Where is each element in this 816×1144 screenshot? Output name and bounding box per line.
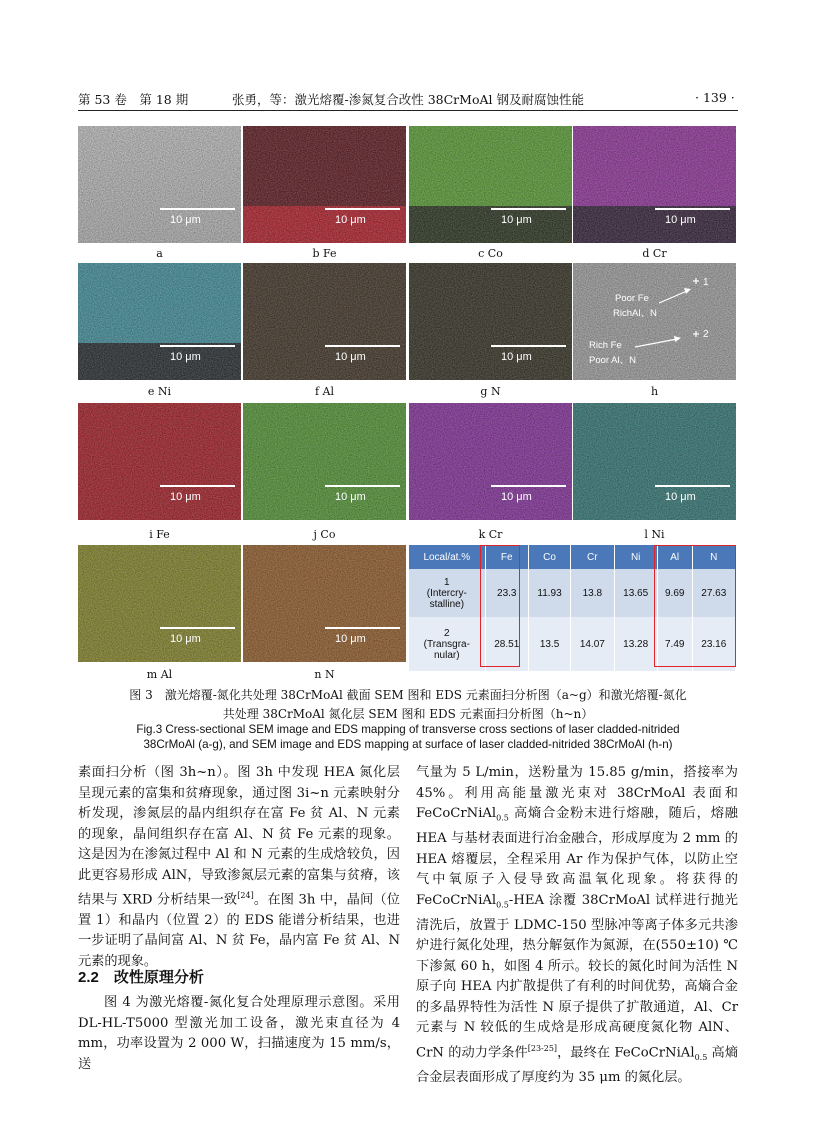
subscript-2: 0.5 (496, 900, 509, 910)
panel-4 (78, 263, 241, 380)
eds-cell: 14.07 (571, 617, 614, 671)
scale-bar (655, 485, 730, 487)
panel-label-10: k Cr (478, 528, 503, 541)
scale-label: 10 μm (170, 491, 201, 503)
scale-bar (655, 208, 730, 210)
panel-2 (409, 126, 572, 243)
scale-label: 10 μm (170, 633, 201, 645)
scale-bar (491, 208, 566, 210)
running-title: 张勇，等：激光熔覆-渗氮复合改性 38CrMoAl 钢及耐腐蚀性能 (232, 92, 584, 107)
scale-bar (325, 485, 400, 487)
scale-label: 10 μm (335, 491, 366, 503)
scale-bar (325, 208, 400, 210)
panel-3 (573, 126, 736, 243)
marker-2: 2 (703, 329, 709, 340)
para1-text: 素面扫分析（图 3h~n）。图 3h 中发现 HEA 氮化层呈现元素的富集和贫瘠现象，通过图 3i~n 元素映射分析发现，渗氮层的晶内组织存在富 Fe 贫 Al、N 元素的现象，晶间组织存在富 Al、N 贫 Fe 元素的现象。这是因为在渗氮过程中 Al 和 N 元素的生成焓较负，因此更容易形成 AlN，导致渗氮层元素的富集与贫瘠，该结果与 XRD 分析结果一致 (78, 765, 400, 908)
panel-9 (243, 403, 406, 520)
eds-cell: 13.65 (614, 569, 657, 617)
citation-23-25: [23-25] (527, 1043, 558, 1053)
scale-label: 10 μm (501, 214, 532, 226)
subscript-1: 0.5 (496, 813, 509, 823)
caption-cn-line2: 共处理 38CrMoAl 氮化层 SEM 图和 EDS 元素面扫分析图（h~n） (222, 707, 594, 721)
scale-label: 10 μm (665, 214, 696, 226)
panel-6 (409, 263, 572, 380)
panel-12 (78, 545, 241, 662)
panel-label-12: m Al (146, 668, 173, 681)
panel-label-3: d Cr (642, 247, 667, 260)
right-para (416, 763, 738, 1089)
caption-en-line2: 38CrMoAl (a-g), and SEM image and EDS mapping at surface of laser cladded-nitrided 38CrMoAl (h-n) (143, 738, 673, 751)
panel-label-6: g N (480, 385, 501, 398)
eds-cell: 13.5 (528, 617, 570, 671)
left-para-1 (78, 763, 400, 972)
scale-bar (491, 345, 566, 347)
journal-volume: 第 53 卷 第 18 期 (78, 92, 189, 107)
caption-en-line1: Fig.3 Cress-sectional SEM image and EDS mapping of transverse cross sections of laser cladded-nitrided (136, 723, 680, 736)
scale-label: 10 μm (665, 491, 696, 503)
eds-row-local: 1 (Intercry- stalline) (409, 569, 485, 617)
eds-cell: 27.63 (692, 569, 735, 617)
eds-cell: 9.69 (657, 569, 692, 617)
highlight-fe-column (480, 545, 520, 667)
right-p5: 高熵合金层表面形成了厚度约为 35 μm 的氮化层。 (416, 1045, 738, 1086)
eds-header-3: Cr (571, 545, 614, 569)
eds-cell: 13.28 (614, 617, 657, 671)
scale-bar (160, 345, 235, 347)
highlight-al-n-columns (654, 545, 736, 667)
scale-label: 10 μm (501, 351, 532, 363)
citation-24: [24] (237, 891, 254, 900)
annotation-rich-al-n: RichAl、N (613, 308, 657, 319)
section-heading-2-2: 2.2 改性原理分析 (78, 969, 204, 986)
eds-cell: 7.49 (657, 617, 692, 671)
eds-header-2: Co (528, 545, 570, 569)
scale-label: 10 μm (170, 351, 201, 363)
eds-header-1: Fe (485, 545, 528, 569)
para2-text: 图 4 为激光熔覆-氮化复合处理原理示意图。采用 DL-HL-T5000 型激光加工设备，激光束直径为 4 mm，功率设置为 2 000 W，扫描速度为 15 mm/s，送 (78, 995, 400, 1072)
left-para-2 (78, 993, 400, 1075)
annotation-rich-fe: Rich Fe (589, 340, 622, 351)
panel-5 (243, 263, 406, 380)
panel-13 (243, 545, 406, 662)
eds-cell: 28.51 (485, 617, 528, 671)
annotation-poor-fe: Poor Fe (615, 293, 649, 304)
eds-header-5: Al (657, 545, 692, 569)
scale-label: 10 μm (170, 214, 201, 226)
scale-label: 10 μm (335, 351, 366, 363)
panel-label-13: n N (314, 668, 335, 681)
caption-cn-line1: 图 3 激光熔覆-氮化共处理 38CrMoAl 截面 SEM 图和 EDS 元素面扫分析图（a~g）和激光熔覆-氮化 (129, 688, 687, 702)
eds-header-6: N (692, 545, 735, 569)
panel-h-annotations (573, 263, 736, 380)
scale-bar (325, 627, 400, 629)
panel-11 (573, 403, 736, 520)
scale-label: 10 μm (335, 633, 366, 645)
panel-label-8: i Fe (149, 528, 170, 541)
panel-label-7: h (650, 385, 659, 398)
scale-bar (160, 208, 235, 210)
subscript-3: 0.5 (694, 1052, 708, 1062)
header-rule (78, 110, 738, 111)
eds-header-0: Local/at.% (409, 545, 485, 569)
para1-tail: 。在图 3h 中，晶间（位置 1）和晶内（位置 2）的 EDS 能谱分析结果，也进一步证明了晶间富 Al、N 贫 Fe，晶内富 Fe 贫 Al、N 元素的现象。 (78, 892, 400, 969)
panel-label-4: e Ni (147, 385, 172, 398)
panel-8 (78, 403, 241, 520)
eds-cell: 13.8 (571, 569, 614, 617)
panel-0 (78, 126, 241, 243)
scale-label: 10 μm (335, 214, 366, 226)
eds-table-panel (409, 545, 736, 667)
right-p2: 高熵合金粉末进行熔融，随后，熔融 HEA 与基材表面进行冶金融合，形成厚度为 2 mm 的 HEA 熔覆层，全程采用 Ar 作为保护气体，以防止空气中氧原子入侵导致高温氧化现象。将获得的 FeCoCrNiAl (416, 806, 738, 908)
scale-bar (325, 345, 400, 347)
panel-label-5: f Al (314, 385, 335, 398)
annotation-poor-al-n: Poor Al、N (589, 355, 636, 366)
eds-cell: 23.16 (692, 617, 735, 671)
right-p3: -HEA 涂覆 38CrMoAl 试样进行抛光清洗后，放置于 LDMC-150 型脉冲等离子体多元共渗炉进行氮化处理，热分解氨作为氮源，在(550±10) ℃下渗氮 60 h，如图 4 所示。较长的氮化时间为活性 N 原子向 HEA 内扩散提供了有利的时间优势，高熵合金的多晶界特性为活性 N 原子提供了扩散通道，Al、Cr 元素与 N 较低的生成焓是形成高硬度氮化物 AlN、CrN 的动力学条件 (416, 892, 738, 1061)
scale-bar (160, 485, 235, 487)
marker-1: 1 (703, 277, 709, 288)
panel-label-11: l Ni (644, 528, 665, 541)
panel-10 (409, 403, 572, 520)
panel-label-2: c Co (478, 247, 503, 260)
page-number: · 139 · (695, 90, 735, 105)
eds-row-local: 2 (Transgra- nular) (409, 617, 485, 671)
panel-1 (243, 126, 406, 243)
annotation-arrows (573, 263, 736, 380)
eds-header-4: Ni (614, 545, 657, 569)
right-p4: ，最终在 FeCoCrNiAl (557, 1045, 695, 1061)
scale-bar (160, 627, 235, 629)
eds-cell: 23.3 (485, 569, 528, 617)
right-p1: 气量为 5 L/min，送粉量为 15.85 g/min，搭接率为 45%。利用高能量激光束对 38CrMoAl 表面和 FeCoCrNiAl (416, 765, 738, 821)
scale-label: 10 μm (501, 491, 532, 503)
panel-label-1: b Fe (312, 247, 337, 260)
eds-cell: 11.93 (528, 569, 570, 617)
scale-bar (491, 485, 566, 487)
panel-label-9: j Co (313, 528, 336, 541)
panel-label-0: a (156, 247, 163, 260)
